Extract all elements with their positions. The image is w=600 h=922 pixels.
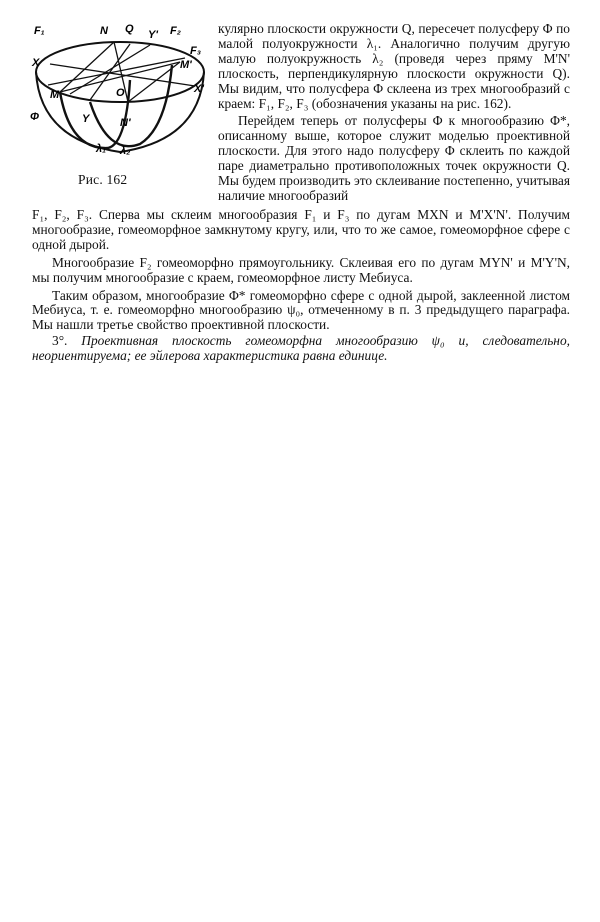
label-N-prime: N': [120, 117, 131, 129]
figure-labels: [30, 23, 204, 157]
label-F1: F₁: [34, 25, 45, 37]
label-lambda1: λ₁: [96, 143, 106, 155]
theorem-text: Проективная плоскость гомеоморфна многообразию ψ₀ и, следовательно, неориентируема; ее эйлерова характеристика равна единице.: [32, 333, 570, 364]
paragraph-1: кулярно плоскости окружности Q, пересечет полусферу Φ по малой полуокружности λ₁. Аналогично получим другую малую полуокружность λ₂ (проведя через пряму M'N' плоскость, перпендикулярную плоскости окружности Q). Мы видим, что полусфера Φ склеена из трех многообразий с краем: F₁, F₂, F₃ (обозначения указаны на рис. 162).: [218, 21, 570, 111]
label-M: M: [50, 89, 60, 101]
label-Y-prime: Y': [148, 29, 158, 41]
paragraph-3: Многообразие F₂ гомеоморфно прямоугольнику. Склеивая его по дугам MYN' и M'Y'N, мы получим многообразие с краем, гомеоморфное листу Мебиуса.: [32, 254, 570, 285]
hemisphere-diagram: [30, 20, 210, 168]
paragraph-2-start: Перейдем теперь от полусферы Φ к многообразию Φ*, описанному выше, которое служит моделью проективной плоскости. Для этого надо полусферу Φ склеить по каждой паре диаметрально противоположных точек окружности Q. Мы будем производить это склеивание постепенно, учитывая наличие многообразий: [218, 113, 570, 203]
label-X: X: [32, 57, 40, 69]
label-O: O: [116, 87, 125, 99]
label-lambda2: λ₂: [120, 145, 131, 157]
label-M-prime: M': [180, 59, 192, 71]
label-F3: F₃: [190, 45, 201, 57]
paragraph-2-end: F₁, F₂, F₃. Сперва мы склеим многообразия F₁ и F₃ по дугам MXN и M'X'N'. Получим многообразие, гомеоморфное замкнутому кругу, или, что то же самое, гомеоморфное сфере с одной дырой.: [32, 207, 570, 252]
text-column-right: [218, 22, 570, 204]
paragraph-4: Таким образом, многообразие Φ* гомеоморфно сфере с одной дырой, заклеенной листом Мебиуса, т. е. гомеоморфно многообразию ψ₀, отмеченному в п. 3 предыдущего параграфа. Мы нашли третье свойство проективной плоскости.: [32, 287, 570, 333]
figure-caption: Рис. 162: [78, 172, 128, 187]
label-Q: Q: [125, 23, 134, 35]
label-Y: Y: [82, 113, 90, 125]
theorem-number: 3°.: [52, 333, 68, 349]
theorem-3: [32, 334, 570, 364]
label-Phi: Φ: [30, 111, 40, 123]
label-F2: F₂: [170, 25, 181, 37]
label-X-prime: X': [194, 83, 204, 95]
text-full-width: [32, 208, 570, 364]
label-N: N: [100, 25, 108, 37]
